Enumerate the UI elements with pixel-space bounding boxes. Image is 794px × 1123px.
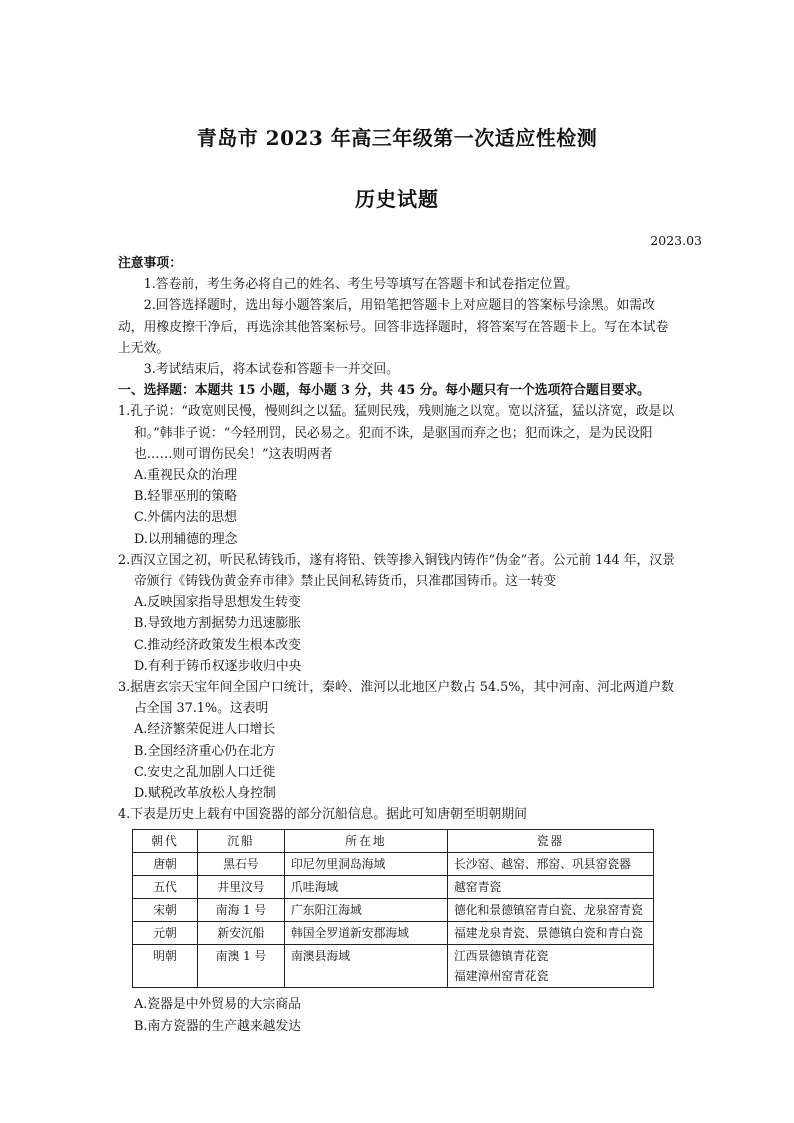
exam-content [118,253,680,1037]
table-header: 沉船 [198,830,285,853]
option-b: B.导致地方割据势力迅速膨胀 [134,616,302,632]
table-cell: 元朝 [133,922,198,945]
question-stem: 1.孔子说：“政宽则民慢，慢则纠之以猛。猛则民残，残则施之以宽。宽以济猛，猛以济宽，政是以和。”韩非子说：“今轻刑罚，民必易之。犯而不诛，是驱国而弃之也；犯而诛之，是为民设阳也……则可谓伤民矣！”这表明两者 [118,404,675,462]
table-row [133,922,654,945]
option-b: B.南方瓷器的生产越来越发达 [134,1018,302,1034]
option-a: A.重视民众的治理 [134,468,237,484]
table-cell: 新安沉船 [198,922,285,945]
option-c: C.外儒内法的思想 [134,510,237,526]
table-header: 朝代 [133,830,198,853]
notice-item: 3.考试结束后，将本试卷和答题卡一并交回。 [143,362,399,378]
question-stem: 2.西汉立国之初，听民私铸钱币，遂有将铅、铁等掺入铜钱内铸作“伪金”者。公元前 144 年，汉景帝颁行《铸钱伪黄金弃市律》禁止民间私铸货币，只准郡国铸币。这一转变 [118,552,675,590]
table-header-row [133,830,654,853]
option-c: C.安史之乱加剧人口迁徙 [134,764,276,780]
question-3 [118,677,680,804]
option-a: A.经济繁荣促进人口增长 [134,722,276,738]
table-row [133,945,654,988]
option-d: D.赋税改革放松人身控制 [134,786,276,802]
notice-item: 1.答卷前，考生务必将自己的姓名、考生号等填写在答题卡和试卷指定位置。 [143,277,579,293]
table-cell: 唐朝 [133,853,198,876]
notice-item: 2.回答选择题时，选出每小题答案后，用铅笔把答题卡上对应题目的答案标号涂黑。如需改动，用橡皮擦干净后，再选涂其他答案标号。回答非选择题时，将答案写在答题卡上。写在本试卷上无效。 [118,298,669,356]
table-cell: 福建龙泉青瓷、景德镇白瓷和青白瓷 [448,922,654,945]
option-a: A.瓷器是中外贸易的大宗商品 [134,997,301,1013]
table-cell: 黑石号 [198,853,285,876]
table-cell: 南海 1 号 [198,899,285,922]
shipwreck-table [132,829,654,988]
table-cell: 韩国全罗道新安郡海域 [285,922,448,945]
table-header: 所在地 [285,830,448,853]
table-cell: 五代 [133,876,198,899]
table-cell: 南澳 1 号 [198,945,285,988]
table-row [133,853,654,876]
table-cell: 越窑青瓷 [448,876,654,899]
table-cell: 长沙窑、越窑、邢窑、巩县窑瓷器 [448,853,654,876]
notice-heading: 注意事项： [118,256,182,271]
table-row [133,876,654,899]
table-cell: 明朝 [133,945,198,988]
table-cell: 江西景德镇青花瓷 福建漳州窑青花瓷 [448,945,654,988]
table-header: 瓷器 [448,830,654,853]
question-stem: 3.据唐玄宗天宝年间全国户口统计，秦岭、淮河以北地区户数占 54.5%，其中河南、河北两道户数占全国 37.1%。这表明 [118,680,675,717]
table-cell: 宋朝 [133,899,198,922]
option-b: B.轻罪巫刑的策略 [134,489,238,505]
option-d: D.以刑辅德的理念 [134,531,238,547]
option-b: B.全国经济重心仍在北方 [134,743,276,759]
table-row [133,899,654,922]
option-a: A.反映国家指导思想发生转变 [134,595,301,611]
table-cell: 德化和景德镇窑青白瓷、龙泉窑青瓷 [448,899,654,922]
question-2 [118,550,680,677]
option-d: D.有利于铸币权逐步收归中央 [134,658,302,674]
table-cell: 爪哇海域 [285,876,448,899]
exam-title: 青岛市 2023 年高三年级第一次适应性检测 [196,126,598,150]
option-c: C.推动经济政策发生根本改变 [134,637,301,653]
table-cell: 井里汶号 [198,876,285,899]
section-heading: 一、选择题：本题共 15 小题，每小题 3 分，共 45 分。每小题只有一个选项符合题目要求。 [118,383,650,399]
table-cell: 南澳县海域 [285,945,448,988]
question-4 [118,804,680,1037]
table-cell: 印尼勿里洞岛海域 [285,853,448,876]
question-1 [118,401,680,549]
question-stem: 4.下表是历史上载有中国瓷器的部分沉船信息。据此可知唐朝至明朝期间 [118,807,527,823]
exam-subtitle: 历史试题 [355,187,439,211]
table-cell: 广东阳江海域 [285,899,448,922]
exam-date: 2023.03 [650,233,702,248]
